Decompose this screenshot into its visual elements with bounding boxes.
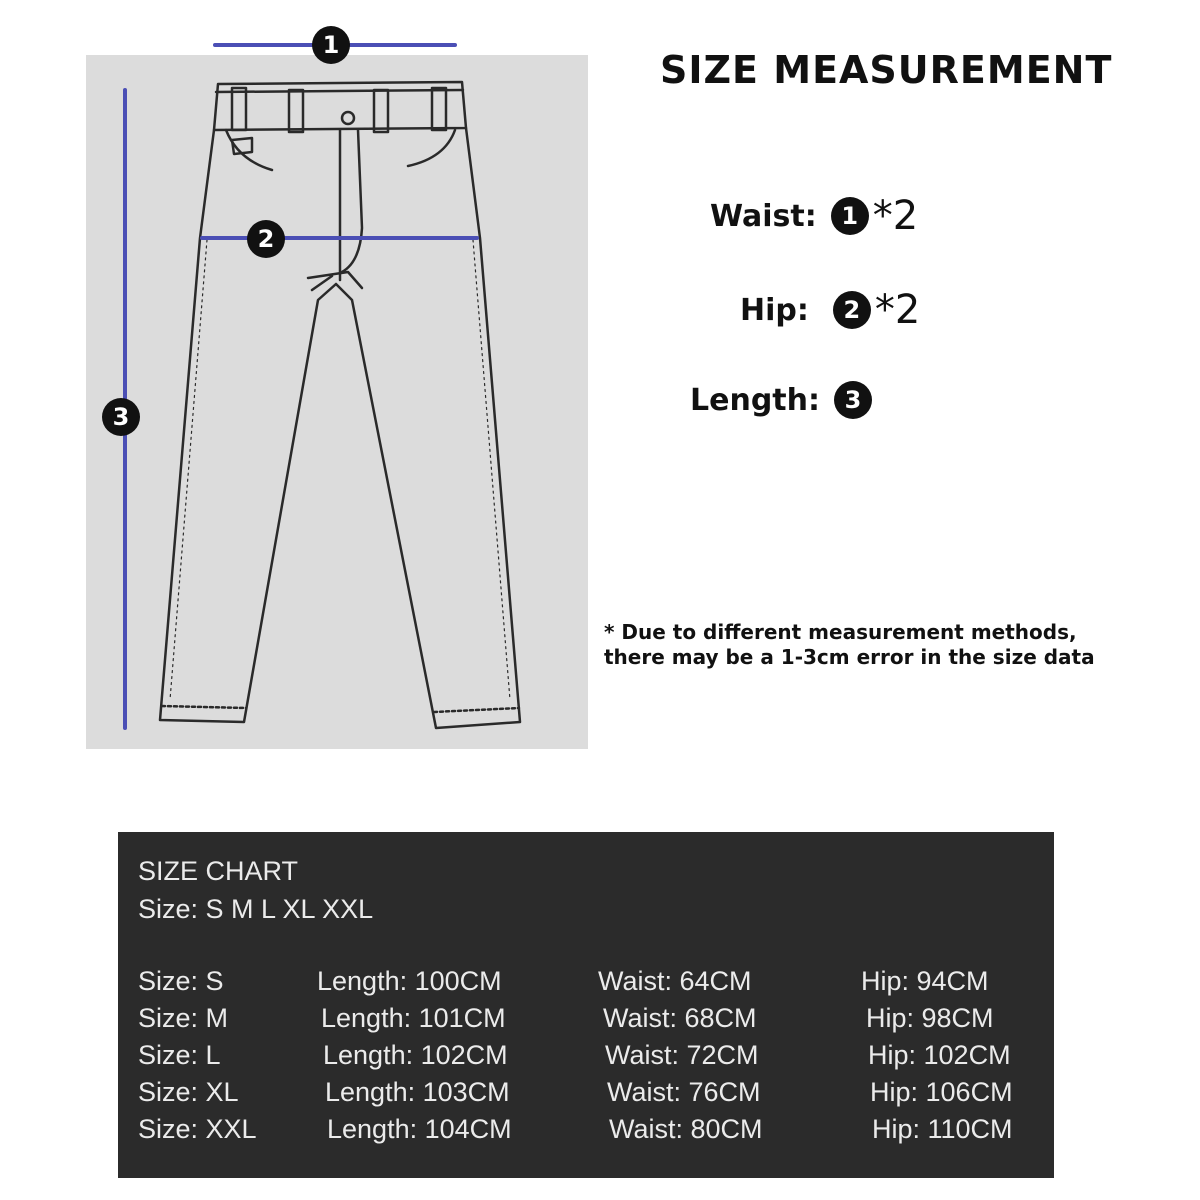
- table-cell: Hip: 98CM: [866, 1003, 994, 1033]
- badge-one-icon: 1: [312, 26, 350, 64]
- badge-one-icon: 1: [831, 197, 869, 235]
- size-chart-panel: [118, 832, 1054, 1178]
- measurement-multiplier: *2: [872, 193, 919, 239]
- measurement-length: [690, 381, 872, 419]
- table-cell: Waist: 72CM: [605, 1040, 759, 1070]
- badge-two-icon: 2: [247, 220, 285, 258]
- table-cell: Length: 104CM: [327, 1114, 512, 1144]
- badge-three-icon: 3: [102, 398, 140, 436]
- table-cell: Waist: 76CM: [607, 1077, 761, 1107]
- table-cell: Size: XL: [138, 1077, 239, 1107]
- table-cell: Size: M: [138, 1003, 229, 1033]
- badge-two-icon: 2: [833, 291, 871, 329]
- measurement-hip: [740, 287, 920, 333]
- measurement-label: Length:: [690, 382, 820, 418]
- table-cell: Hip: 102CM: [868, 1040, 1011, 1070]
- measurement-label: Waist:: [710, 198, 817, 234]
- note-line: there may be a 1-3cm error in the size data: [604, 645, 1095, 669]
- table-cell: Waist: 64CM: [598, 966, 752, 996]
- table-cell: Hip: 94CM: [861, 966, 989, 996]
- note-line: * Due to different measurement methods,: [604, 620, 1077, 644]
- table-cell: Length: 100CM: [317, 966, 502, 996]
- measurement-waist: [710, 193, 918, 239]
- table-cell: Size: XXL: [138, 1114, 257, 1144]
- page-title: SIZE MEASUREMENT: [660, 48, 1113, 92]
- table-cell: Hip: 106CM: [870, 1077, 1013, 1107]
- measurement-label: Hip:: [740, 292, 809, 328]
- table-cell: Waist: 80CM: [609, 1114, 763, 1144]
- table-cell: Length: 102CM: [323, 1040, 508, 1070]
- table-cell: Size: L: [138, 1040, 221, 1070]
- badge-three-icon: 3: [834, 381, 872, 419]
- size-list: Size: S M L XL XXL: [138, 894, 374, 924]
- size-chart-title: SIZE CHART: [138, 856, 299, 886]
- measurement-multiplier: *2: [874, 287, 921, 333]
- table-cell: Waist: 68CM: [603, 1003, 757, 1033]
- table-cell: Hip: 110CM: [872, 1114, 1013, 1144]
- measurement-note: [604, 620, 1095, 670]
- table-cell: Length: 103CM: [325, 1077, 510, 1107]
- table-cell: Size: S: [138, 966, 224, 996]
- table-cell: Length: 101CM: [321, 1003, 506, 1033]
